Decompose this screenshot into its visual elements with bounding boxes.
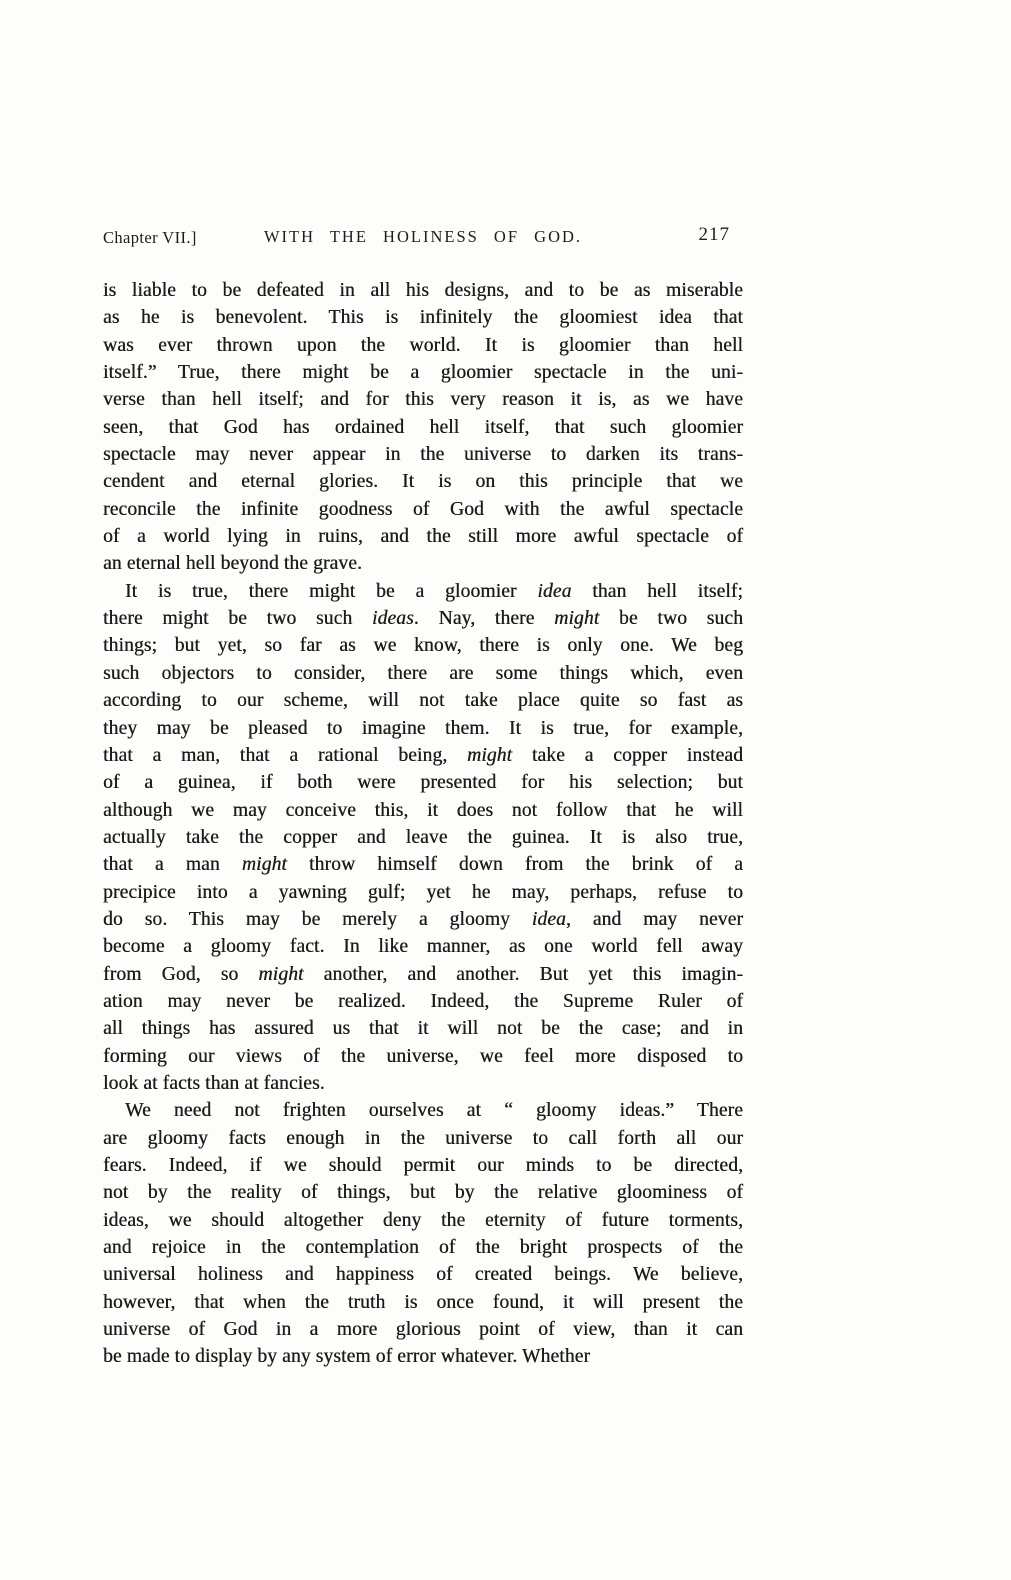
text-line: are gloomy facts enough in the universe to call forth all our (103, 1127, 743, 1149)
text-line: look at facts than at fancies. (103, 1072, 325, 1094)
text-line: universal holiness and happiness of created beings. We believe, (103, 1264, 743, 1286)
text-line: is liable to be defeated in all his designs, and to be as miserable (103, 280, 743, 301)
text-line: not by the reality of things, but by the relative gloominess of (103, 1182, 743, 1204)
text-line: fears. Indeed, if we should permit our minds to be directed, (103, 1155, 743, 1176)
text-line: of a guinea, if both were presented for his selection; but (103, 772, 743, 794)
text-line: as he is benevolent. This is infinitely the gloomiest idea that (103, 307, 743, 329)
text-line: according to our scheme, will not take place quite so fast as (103, 690, 743, 712)
text-line: such objectors to consider, there are some things which, even (103, 662, 743, 684)
text-line: and rejoice in the contemplation of the bright prospects of the (103, 1237, 743, 1259)
text-line: itself.” True, there might be a gloomier spectacle in the uni- (103, 362, 743, 384)
text-line: spectacle may never appear in the universe to darken its trans- (103, 444, 743, 466)
text-line: from God, so might another, and another. But yet this imagin- (103, 963, 743, 985)
text-line: cendent and eternal glories. It is on this principle that we (103, 471, 743, 493)
text-line: We need not frighten ourselves at “ gloomy ideas.” There (125, 1100, 743, 1122)
text-line: that a man, that a rational being, might take a copper instead (103, 744, 743, 766)
running-title: WITH THE HOLINESS OF GOD. (263, 227, 583, 246)
text-line: seen, that God has ordained hell itself, that such gloomier (103, 416, 743, 438)
text-line: verse than hell itself; and for this very reason it is, as we have (103, 389, 743, 411)
text-line: of a world lying in ruins, and the still more awful spectacle of (103, 526, 743, 548)
text-line: an eternal hell beyond the grave. (103, 553, 362, 575)
text-line: reconcile the infinite goodness of God with the awful spectacle (103, 498, 743, 520)
text-line: precipice into a yawning gulf; yet he may, perhaps, refuse to (103, 881, 743, 903)
text-line: ation may never be realized. Indeed, the Supreme Ruler of (103, 990, 743, 1012)
chapter-label: Chapter VII.] (103, 228, 197, 247)
text-line: do so. This may be merely a gloomy idea, and may never (103, 908, 743, 930)
text-line: all things has assured us that it will not be the case; and in (103, 1018, 743, 1040)
text-line: however, that when the truth is once found, it will present the (103, 1291, 743, 1313)
text-line: there might be two such ideas. Nay, there might be two such (103, 608, 743, 630)
text-line: universe of God in a more glorious point of view, than it can (103, 1319, 743, 1341)
text-line: they may be pleased to imagine them. It is true, for example, (103, 717, 743, 739)
text-line: be made to display by any system of error whatever. Whether (103, 1346, 591, 1368)
text-line: things; but yet, so far as we know, there is only one. We beg (103, 635, 743, 657)
paragraph (103, 578, 743, 1098)
text-line: ideas, we should altogether deny the eternity of future torments, (103, 1209, 743, 1231)
text-line: It is true, there might be a gloomier idea than hell itself; (125, 580, 743, 602)
text-line: was ever thrown upon the world. It is gloomier than hell (103, 334, 743, 356)
paragraph (103, 1097, 743, 1370)
paragraph (103, 277, 743, 578)
text-line: actually take the copper and leave the guinea. It is also true, (103, 826, 743, 848)
text-line: although we may conceive this, it does not follow that he will (103, 799, 743, 821)
page-number: 217 (698, 224, 730, 245)
page-body (103, 277, 743, 1371)
text-line: become a gloomy fact. In like manner, as one world fell away (103, 936, 743, 958)
text-line: forming our views of the universe, we feel more disposed to (103, 1045, 743, 1067)
running-header (103, 224, 743, 250)
text-line: that a man might throw himself down from the brink of a (103, 854, 744, 876)
